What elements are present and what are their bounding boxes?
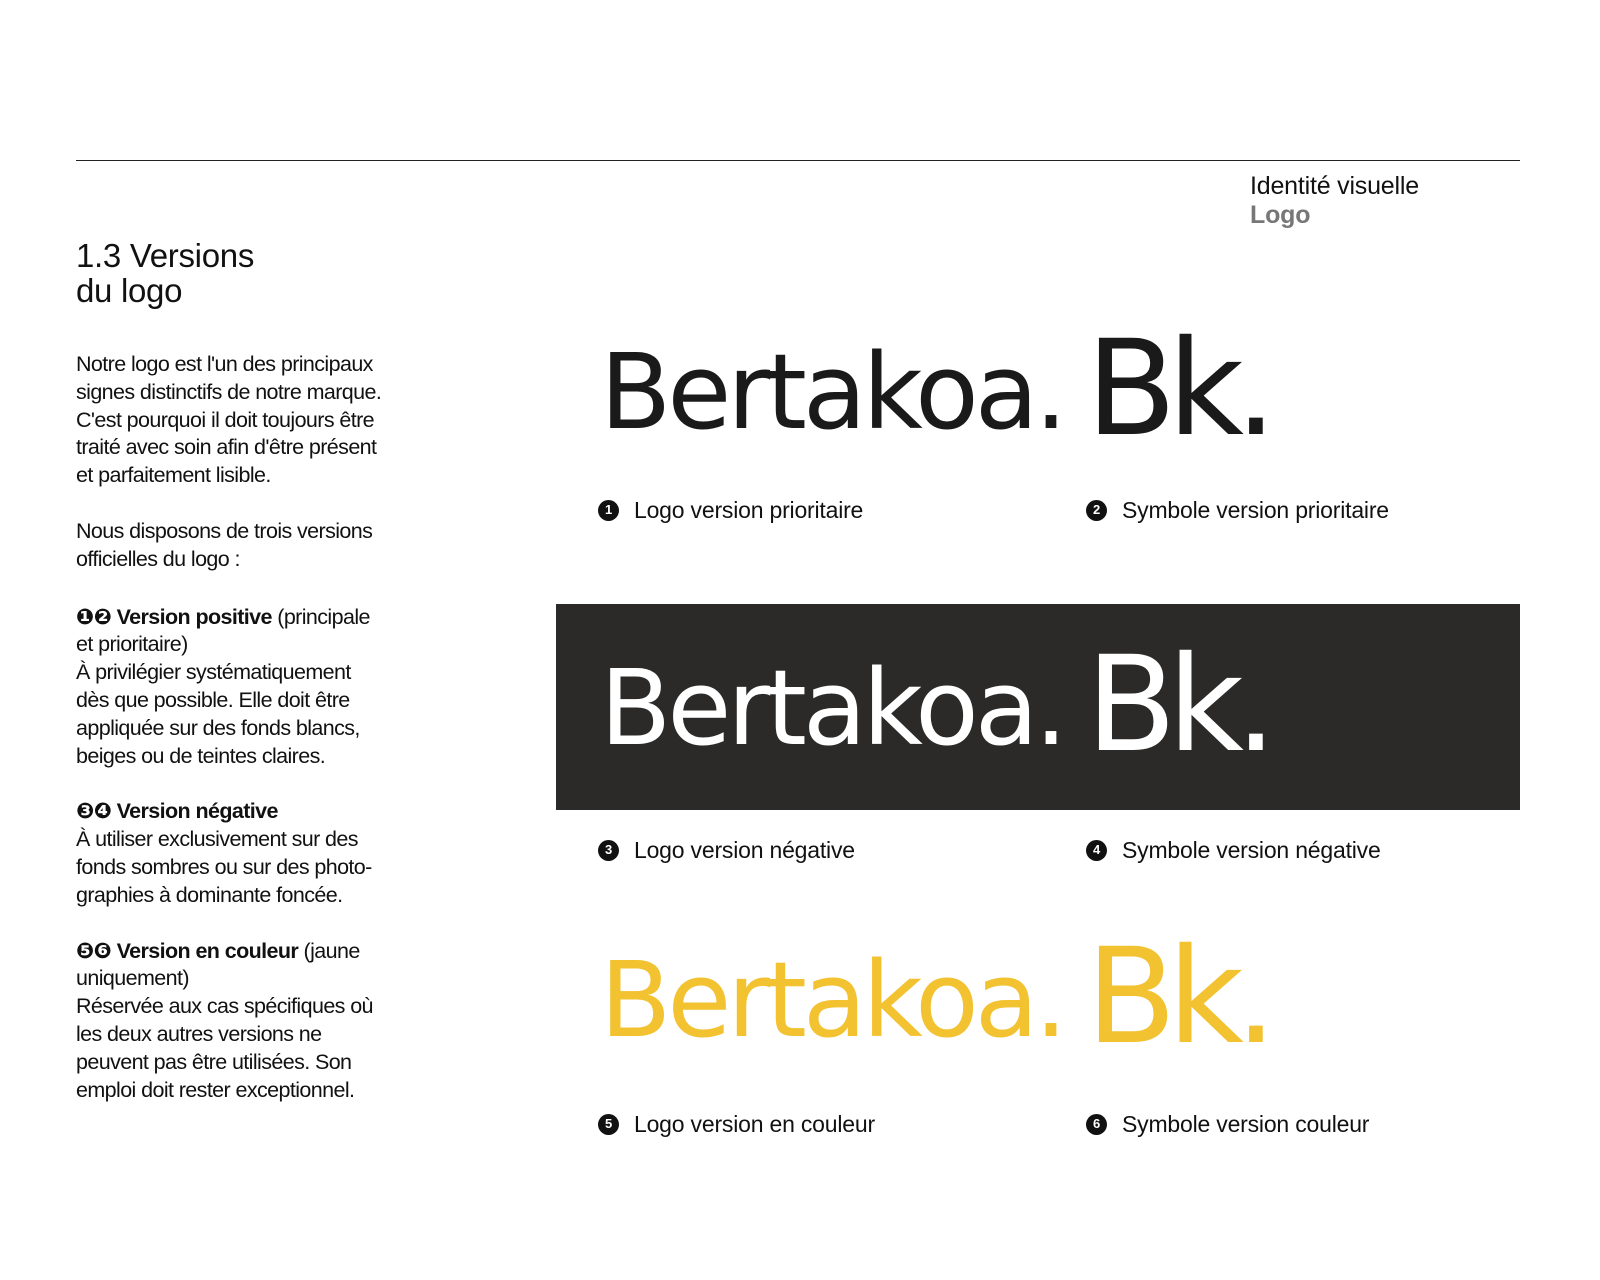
symbol-negative xyxy=(1086,628,1268,782)
caption-4 xyxy=(1086,836,1381,864)
subsection-name: Logo xyxy=(1250,201,1311,229)
caption-5 xyxy=(598,1110,875,1138)
svg-text:Bk.: Bk. xyxy=(1086,920,1268,1074)
negative-title: Version négative xyxy=(116,799,278,824)
positive-title: Version positive xyxy=(116,604,272,629)
symbol-positive-logo xyxy=(1086,312,1268,466)
page-title xyxy=(76,238,254,308)
page-title-line1: 1.3 Versions xyxy=(76,237,255,274)
caption-label: Symbole version prioritaire xyxy=(1122,497,1389,523)
number-badge: 5 xyxy=(598,1114,619,1135)
negative-numbers: ❸❹ xyxy=(76,799,112,824)
logo-negative xyxy=(598,647,1064,769)
wordmark-positive-logo xyxy=(598,331,1064,453)
number-badge: 1 xyxy=(598,500,619,521)
symbol-color xyxy=(1086,920,1268,1074)
caption-2 xyxy=(1086,496,1389,524)
svg-text:Bk.: Bk. xyxy=(1086,312,1268,466)
wordmark-negative-logo xyxy=(598,647,1064,769)
svg-text:Bk.: Bk. xyxy=(1086,628,1268,782)
svg-text:Bertakoa.: Bertakoa. xyxy=(600,647,1064,769)
number-badge: 4 xyxy=(1086,840,1107,861)
intro-paragraph: Notre logo est l'un des principaux signes distinctifs de notre marque. C'est pourquoi il doit toujours être traité avec soin afin d'être présent et parfaitement lisible. xyxy=(76,352,382,488)
caption-6 xyxy=(1086,1110,1369,1138)
caption-3 xyxy=(598,836,855,864)
description-column xyxy=(76,351,421,1132)
number-badge: 6 xyxy=(1086,1114,1107,1135)
page-title-line2: du logo xyxy=(76,272,183,309)
section-name: Identité visuelle xyxy=(1250,172,1419,200)
positive-numbers: ❶❷ xyxy=(76,604,112,629)
section-header xyxy=(1250,172,1510,230)
symbol-positive xyxy=(1086,312,1268,466)
caption-label: Logo version en couleur xyxy=(634,1111,875,1137)
symbol-yellow-logo xyxy=(1086,920,1268,1074)
caption-label: Logo version prioritaire xyxy=(634,497,864,523)
svg-text:Bertakoa.: Bertakoa. xyxy=(600,331,1064,453)
number-badge: 2 xyxy=(1086,500,1107,521)
svg-text:Bertakoa.: Bertakoa. xyxy=(600,939,1064,1061)
versions-intro-paragraph: Nous disposons de trois versions officielles du logo : xyxy=(76,518,373,571)
color-title: Version en couleur xyxy=(116,938,299,963)
top-divider xyxy=(76,160,1520,161)
number-badge: 3 xyxy=(598,840,619,861)
negative-version-block: ❸❹ Version négative À utiliser exclusivement sur des fonds sombres ou sur des photo- graphies à dominante foncée. xyxy=(76,799,372,907)
color-numbers: ❺❻ xyxy=(76,938,112,963)
positive-version-block: ❶❷ Version positive (principale et prioritaire) À privilégier systématiquement dès que possible. Elle doit être appliquée sur des fonds blancs, beiges ou de teintes claires. xyxy=(76,604,370,768)
symbol-negative-logo xyxy=(1086,628,1268,782)
logo-color xyxy=(598,939,1064,1061)
caption-label: Symbole version couleur xyxy=(1122,1111,1370,1137)
color-version-block: ❺❻ Version en couleur (jaune uniquement) Réservée aux cas spécifiques où les deux autres versions ne peuvent pas être utilisées. Son emploi doit rester exceptionnel. xyxy=(76,938,373,1102)
logo-positive xyxy=(598,331,1064,453)
caption-label: Logo version négative xyxy=(634,837,855,863)
caption-1 xyxy=(598,496,863,524)
caption-label: Symbole version négative xyxy=(1122,837,1381,863)
wordmark-yellow-logo xyxy=(598,939,1064,1061)
